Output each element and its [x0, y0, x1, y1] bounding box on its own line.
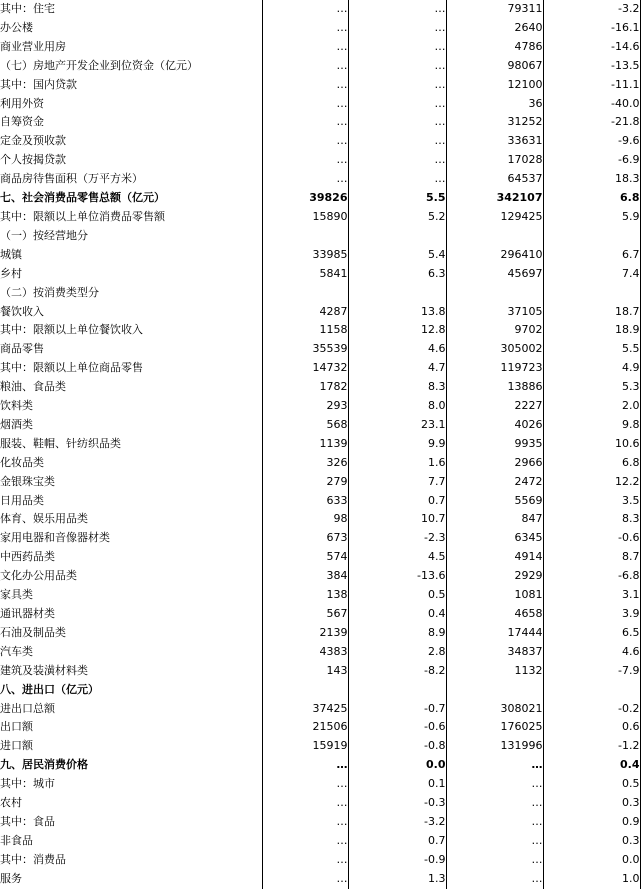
row-label: 商品零售 — [0, 340, 262, 359]
row-value-2: 5.2 — [348, 208, 446, 227]
row-label: 金银珠宝类 — [0, 473, 262, 492]
row-label: 烟酒类 — [0, 416, 262, 435]
row-value-3: 36 — [446, 95, 543, 114]
row-value-2: 12.8 — [348, 321, 446, 340]
row-label: 饮料类 — [0, 397, 262, 416]
row-label: 个人按揭贷款 — [0, 151, 262, 170]
row-value-1: 384 — [262, 567, 348, 586]
row-label: （一）按经营地分 — [0, 227, 262, 246]
table-row — [0, 95, 640, 114]
row-value-4: -13.5 — [543, 57, 640, 76]
row-value-1: 279 — [262, 473, 348, 492]
row-value-2: 13.8 — [348, 303, 446, 322]
row-value-4: 0.9 — [543, 813, 640, 832]
row-value-4: 5.5 — [543, 340, 640, 359]
table-row — [0, 775, 640, 794]
row-value-4: 10.6 — [543, 435, 640, 454]
row-value-3: 2966 — [446, 454, 543, 473]
row-label: 家具类 — [0, 586, 262, 605]
row-value-2: … — [348, 0, 446, 19]
row-label: 其中：限额以上单位商品零售 — [0, 359, 262, 378]
row-value-3: 308021 — [446, 700, 543, 719]
row-value-2: 1.3 — [348, 870, 446, 889]
row-value-4: 4.9 — [543, 359, 640, 378]
row-value-2: 1.6 — [348, 454, 446, 473]
row-value-4: 3.5 — [543, 492, 640, 511]
row-label: 家用电器和音像器材类 — [0, 529, 262, 548]
row-value-2: 0.7 — [348, 492, 446, 511]
row-value-2: 8.9 — [348, 624, 446, 643]
table-row — [0, 378, 640, 397]
row-label: 通讯器材类 — [0, 605, 262, 624]
table-row — [0, 435, 640, 454]
row-value-1: … — [262, 38, 348, 57]
row-label: 石油及制品类 — [0, 624, 262, 643]
row-value-1: 39826 — [262, 189, 348, 208]
table-row — [0, 340, 640, 359]
table-row — [0, 265, 640, 284]
row-value-2: 6.3 — [348, 265, 446, 284]
row-value-3: … — [446, 870, 543, 889]
row-value-4: 5.9 — [543, 208, 640, 227]
table-row — [0, 170, 640, 189]
row-value-3: 12100 — [446, 76, 543, 95]
row-value-2: … — [348, 76, 446, 95]
row-value-4: -1.2 — [543, 737, 640, 756]
row-label: 八、进出口（亿元） — [0, 681, 262, 700]
table-row — [0, 76, 640, 95]
row-value-3: 17028 — [446, 151, 543, 170]
table-row — [0, 813, 640, 832]
row-value-4: -21.8 — [543, 113, 640, 132]
table-row — [0, 681, 640, 700]
row-value-3 — [446, 284, 543, 303]
row-value-2: … — [348, 170, 446, 189]
row-label: 七、社会消费品零售总额（亿元） — [0, 189, 262, 208]
row-value-2: … — [348, 95, 446, 114]
row-value-1: 567 — [262, 605, 348, 624]
row-value-4: 8.7 — [543, 548, 640, 567]
row-value-3: 45697 — [446, 265, 543, 284]
table-row — [0, 397, 640, 416]
table-row — [0, 454, 640, 473]
table-row — [0, 208, 640, 227]
row-value-2: … — [348, 19, 446, 38]
row-value-3: 9702 — [446, 321, 543, 340]
row-value-4: 12.2 — [543, 473, 640, 492]
row-label: 粮油、食品类 — [0, 378, 262, 397]
row-label: 利用外资 — [0, 95, 262, 114]
row-label: 进出口总额 — [0, 700, 262, 719]
row-value-2: -0.6 — [348, 718, 446, 737]
row-label: 城镇 — [0, 246, 262, 265]
row-value-4: -6.9 — [543, 151, 640, 170]
row-value-1: … — [262, 95, 348, 114]
row-value-4: 18.9 — [543, 321, 640, 340]
row-value-4: 4.6 — [543, 643, 640, 662]
row-value-1: … — [262, 170, 348, 189]
row-value-2: -13.6 — [348, 567, 446, 586]
row-label: 中西药品类 — [0, 548, 262, 567]
row-value-2: -2.3 — [348, 529, 446, 548]
row-label: 其中：限额以上单位餐饮收入 — [0, 321, 262, 340]
row-value-3: 13886 — [446, 378, 543, 397]
row-value-3: 5569 — [446, 492, 543, 511]
row-value-1: … — [262, 113, 348, 132]
table-row — [0, 246, 640, 265]
row-value-1: 2139 — [262, 624, 348, 643]
row-value-4: 0.6 — [543, 718, 640, 737]
row-value-1: … — [262, 870, 348, 889]
row-value-1: … — [262, 151, 348, 170]
row-value-3: 6345 — [446, 529, 543, 548]
row-value-3: 33631 — [446, 132, 543, 151]
row-label: 汽车类 — [0, 643, 262, 662]
row-value-1: 633 — [262, 492, 348, 511]
row-label: 商业营业用房 — [0, 38, 262, 57]
table-row — [0, 624, 640, 643]
row-label: 餐饮收入 — [0, 303, 262, 322]
row-value-4: 0.0 — [543, 851, 640, 870]
row-value-2 — [348, 681, 446, 700]
row-value-2: 4.7 — [348, 359, 446, 378]
row-value-1: … — [262, 76, 348, 95]
row-label: 其中：限额以上单位消费品零售额 — [0, 208, 262, 227]
row-label: 办公楼 — [0, 19, 262, 38]
row-value-2: 5.5 — [348, 189, 446, 208]
table-row — [0, 662, 640, 681]
row-value-1: 37425 — [262, 700, 348, 719]
table-row — [0, 189, 640, 208]
table-row — [0, 737, 640, 756]
row-value-2: 7.7 — [348, 473, 446, 492]
row-value-1: 33985 — [262, 246, 348, 265]
row-label: 其中：国内贷款 — [0, 76, 262, 95]
row-label: 其中：消费品 — [0, 851, 262, 870]
row-value-3: 37105 — [446, 303, 543, 322]
row-label: 九、居民消费价格 — [0, 756, 262, 775]
row-value-1: … — [262, 813, 348, 832]
row-value-3: 4914 — [446, 548, 543, 567]
row-value-4: 9.8 — [543, 416, 640, 435]
row-value-2: … — [348, 113, 446, 132]
row-value-4: -3.2 — [543, 0, 640, 19]
row-value-2: -0.7 — [348, 700, 446, 719]
row-label: 体育、娱乐用品类 — [0, 510, 262, 529]
row-label: 商品房待售面积（万平方米） — [0, 170, 262, 189]
row-value-1: … — [262, 0, 348, 19]
row-value-1: 15890 — [262, 208, 348, 227]
row-value-3: 4658 — [446, 605, 543, 624]
table-row — [0, 832, 640, 851]
table-row — [0, 151, 640, 170]
row-value-1: 14732 — [262, 359, 348, 378]
table-row — [0, 321, 640, 340]
table-row — [0, 605, 640, 624]
row-value-1: 98 — [262, 510, 348, 529]
row-value-1: … — [262, 794, 348, 813]
row-value-4: -0.6 — [543, 529, 640, 548]
row-value-1 — [262, 681, 348, 700]
table-row — [0, 548, 640, 567]
row-value-4: -0.2 — [543, 700, 640, 719]
row-label: （二）按消费类型分 — [0, 284, 262, 303]
row-value-2: 4.6 — [348, 340, 446, 359]
row-value-2: 0.0 — [348, 756, 446, 775]
table-row — [0, 19, 640, 38]
row-value-3: 79311 — [446, 0, 543, 19]
row-label: 农村 — [0, 794, 262, 813]
table-row — [0, 473, 640, 492]
row-value-3: 2640 — [446, 19, 543, 38]
row-value-2: 4.5 — [348, 548, 446, 567]
row-value-4: 18.3 — [543, 170, 640, 189]
row-label: 其中：住宅 — [0, 0, 262, 19]
table-row — [0, 227, 640, 246]
row-value-3: 9935 — [446, 435, 543, 454]
row-value-4: 1.0 — [543, 870, 640, 889]
table-row — [0, 284, 640, 303]
row-value-4: -11.1 — [543, 76, 640, 95]
table-row — [0, 794, 640, 813]
row-value-4: 7.4 — [543, 265, 640, 284]
row-label: 日用品类 — [0, 492, 262, 511]
row-value-4: 0.4 — [543, 756, 640, 775]
row-value-1: 138 — [262, 586, 348, 605]
row-value-2: -0.8 — [348, 737, 446, 756]
row-value-3: 305002 — [446, 340, 543, 359]
row-value-4 — [543, 227, 640, 246]
table-row — [0, 756, 640, 775]
row-value-1: 5841 — [262, 265, 348, 284]
row-value-4: 6.8 — [543, 454, 640, 473]
row-value-3: 176025 — [446, 718, 543, 737]
row-value-2: -3.2 — [348, 813, 446, 832]
row-value-1: 1158 — [262, 321, 348, 340]
table-row — [0, 38, 640, 57]
row-value-2: 0.4 — [348, 605, 446, 624]
row-label: 定金及预收款 — [0, 132, 262, 151]
row-value-2: … — [348, 151, 446, 170]
row-value-1: 568 — [262, 416, 348, 435]
table-row — [0, 57, 640, 76]
row-label: 化妆品类 — [0, 454, 262, 473]
table-row — [0, 700, 640, 719]
row-value-2: -0.9 — [348, 851, 446, 870]
table-row — [0, 0, 640, 19]
row-value-3 — [446, 681, 543, 700]
row-value-3: … — [446, 813, 543, 832]
row-value-4: 3.1 — [543, 586, 640, 605]
table-row — [0, 529, 640, 548]
row-value-4: 6.5 — [543, 624, 640, 643]
row-value-3: … — [446, 794, 543, 813]
row-value-3: 4786 — [446, 38, 543, 57]
row-label: 自筹资金 — [0, 113, 262, 132]
table-row — [0, 851, 640, 870]
table-row — [0, 303, 640, 322]
row-value-4: 6.7 — [543, 246, 640, 265]
row-label: 服务 — [0, 870, 262, 889]
row-value-2: 23.1 — [348, 416, 446, 435]
row-value-3: … — [446, 851, 543, 870]
row-value-1: 35539 — [262, 340, 348, 359]
row-value-1: 293 — [262, 397, 348, 416]
row-value-4: 2.0 — [543, 397, 640, 416]
table-row — [0, 492, 640, 511]
row-value-2: … — [348, 57, 446, 76]
row-value-1: 21506 — [262, 718, 348, 737]
row-value-1: 673 — [262, 529, 348, 548]
row-value-3: 2472 — [446, 473, 543, 492]
row-label: 其中：食品 — [0, 813, 262, 832]
row-value-3: 2227 — [446, 397, 543, 416]
row-label: （七）房地产开发企业到位资金（亿元） — [0, 57, 262, 76]
row-value-4: -16.1 — [543, 19, 640, 38]
row-value-3: 98067 — [446, 57, 543, 76]
row-value-4: -7.9 — [543, 662, 640, 681]
table-row — [0, 113, 640, 132]
row-value-1: … — [262, 19, 348, 38]
row-value-1: 326 — [262, 454, 348, 473]
row-value-4: 8.3 — [543, 510, 640, 529]
row-value-3: … — [446, 756, 543, 775]
row-value-3: 129425 — [446, 208, 543, 227]
row-value-2: -8.2 — [348, 662, 446, 681]
table-row — [0, 132, 640, 151]
row-value-2: 5.4 — [348, 246, 446, 265]
row-value-1: 143 — [262, 662, 348, 681]
row-value-1: … — [262, 57, 348, 76]
row-value-2: 0.7 — [348, 832, 446, 851]
row-label: 非食品 — [0, 832, 262, 851]
row-value-4: -14.6 — [543, 38, 640, 57]
row-value-4: 18.7 — [543, 303, 640, 322]
row-value-1 — [262, 284, 348, 303]
row-value-4: 6.8 — [543, 189, 640, 208]
row-value-2 — [348, 284, 446, 303]
row-value-3: 4026 — [446, 416, 543, 435]
row-value-2: 9.9 — [348, 435, 446, 454]
table-row — [0, 416, 640, 435]
table-row — [0, 643, 640, 662]
table-row — [0, 510, 640, 529]
row-value-4: -6.8 — [543, 567, 640, 586]
row-label: 出口额 — [0, 718, 262, 737]
row-value-1: … — [262, 832, 348, 851]
row-value-1: … — [262, 756, 348, 775]
row-value-2: … — [348, 38, 446, 57]
row-value-4: -40.0 — [543, 95, 640, 114]
row-label: 其中：城市 — [0, 775, 262, 794]
row-value-1: 4287 — [262, 303, 348, 322]
row-label: 乡村 — [0, 265, 262, 284]
row-value-1: 1139 — [262, 435, 348, 454]
row-value-2: 2.8 — [348, 643, 446, 662]
row-value-4: 0.5 — [543, 775, 640, 794]
row-value-3: … — [446, 832, 543, 851]
row-value-1: 15919 — [262, 737, 348, 756]
row-value-1: 574 — [262, 548, 348, 567]
row-value-4 — [543, 284, 640, 303]
row-value-1: … — [262, 851, 348, 870]
row-value-3: 17444 — [446, 624, 543, 643]
row-label: 服装、鞋帽、针纺织品类 — [0, 435, 262, 454]
row-value-4: 5.3 — [543, 378, 640, 397]
row-value-3: 847 — [446, 510, 543, 529]
row-value-3: 119723 — [446, 359, 543, 378]
row-value-3: 342107 — [446, 189, 543, 208]
row-value-1: … — [262, 775, 348, 794]
row-value-3: 131996 — [446, 737, 543, 756]
row-value-4: 3.9 — [543, 605, 640, 624]
row-value-3: 34837 — [446, 643, 543, 662]
row-value-1: 1782 — [262, 378, 348, 397]
row-value-4: 0.3 — [543, 832, 640, 851]
row-value-3: 1081 — [446, 586, 543, 605]
row-value-4 — [543, 681, 640, 700]
row-value-4: -9.6 — [543, 132, 640, 151]
row-value-2: 8.3 — [348, 378, 446, 397]
row-value-2: -0.3 — [348, 794, 446, 813]
row-value-1 — [262, 227, 348, 246]
row-value-3: … — [446, 775, 543, 794]
table-row — [0, 718, 640, 737]
row-value-2 — [348, 227, 446, 246]
row-value-2: 0.5 — [348, 586, 446, 605]
row-value-2: … — [348, 132, 446, 151]
row-value-3: 1132 — [446, 662, 543, 681]
row-label: 建筑及装潢材料类 — [0, 662, 262, 681]
table-row — [0, 870, 640, 889]
row-value-3: 31252 — [446, 113, 543, 132]
row-value-3: 296410 — [446, 246, 543, 265]
row-label: 进口额 — [0, 737, 262, 756]
row-value-2: 10.7 — [348, 510, 446, 529]
row-value-1: … — [262, 132, 348, 151]
row-value-2: 0.1 — [348, 775, 446, 794]
row-value-1: 4383 — [262, 643, 348, 662]
row-value-3 — [446, 227, 543, 246]
table-row — [0, 586, 640, 605]
row-label: 文化办公用品类 — [0, 567, 262, 586]
row-value-4: 0.3 — [543, 794, 640, 813]
table-row — [0, 567, 640, 586]
row-value-2: 8.0 — [348, 397, 446, 416]
row-value-3: 2929 — [446, 567, 543, 586]
row-value-3: 64537 — [446, 170, 543, 189]
table-row — [0, 359, 640, 378]
